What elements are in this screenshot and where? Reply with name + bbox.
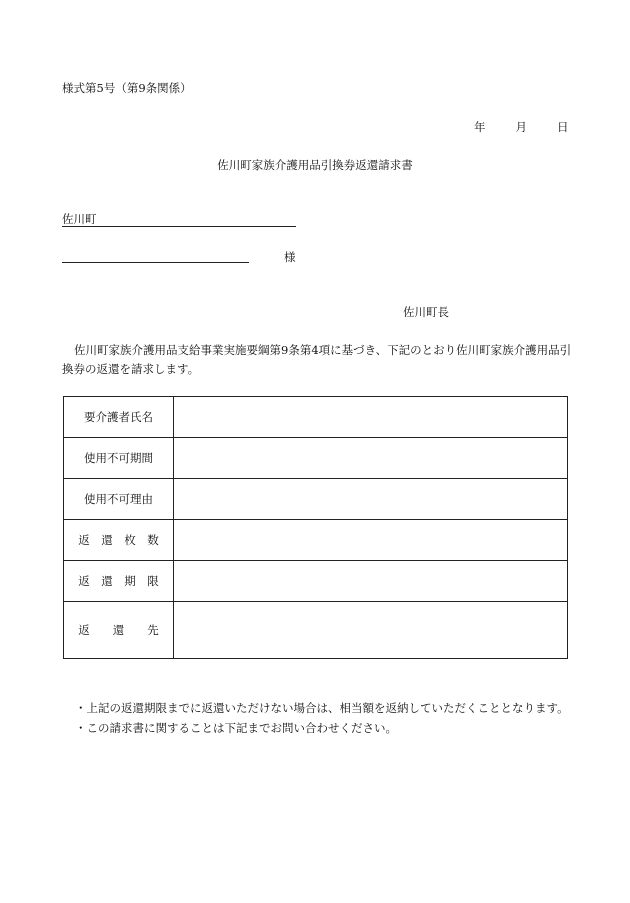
- honorific: 様: [284, 250, 296, 264]
- document-title: 佐川町家族介護用品引換券返還請求書: [217, 158, 413, 172]
- notes: [75, 698, 569, 738]
- row-label: 要介護者氏名: [64, 397, 174, 438]
- table-row: [64, 438, 568, 479]
- row-label: 使用不可期間: [64, 438, 174, 479]
- row-label: 返 還 期 限: [64, 561, 174, 602]
- addressee-label: 佐川町: [62, 212, 97, 226]
- date-day-label: 日: [557, 120, 569, 134]
- body-text: 佐川町家族介護用品支給事業実施要綱第9条第4項に基づき、下記のとおり佐川町家族介護用品引換券の返還を請求します。: [62, 343, 572, 376]
- row-label: 返 還 先: [64, 602, 174, 659]
- recipient-name-line: [62, 247, 249, 263]
- row-value: [174, 438, 568, 479]
- row-value: [174, 602, 568, 659]
- table-row: [64, 520, 568, 561]
- issuer: 佐川町長: [403, 305, 449, 319]
- row-value: [174, 397, 568, 438]
- table-row: [64, 397, 568, 438]
- row-label: 使用不可理由: [64, 479, 174, 520]
- note-item: ・上記の返還期限までに返還いただけない場合は、相当額を返納していただくこととなります。: [75, 701, 569, 715]
- table-row: [64, 602, 568, 659]
- note-item: ・この請求書に関することは下記までお問い合わせください。: [75, 721, 397, 735]
- table-row: [64, 561, 568, 602]
- row-value: [174, 520, 568, 561]
- request-table: [63, 396, 568, 659]
- date-month-label: 月: [515, 120, 527, 134]
- row-value: [174, 561, 568, 602]
- date-line: [474, 119, 569, 135]
- row-value: [174, 479, 568, 520]
- row-label: 返 還 枚 数: [64, 520, 174, 561]
- table-row: [64, 479, 568, 520]
- date-year-label: 年: [474, 120, 486, 134]
- addressee-line: [62, 211, 296, 227]
- form-number: 様式第5号（第9条関係）: [62, 81, 192, 95]
